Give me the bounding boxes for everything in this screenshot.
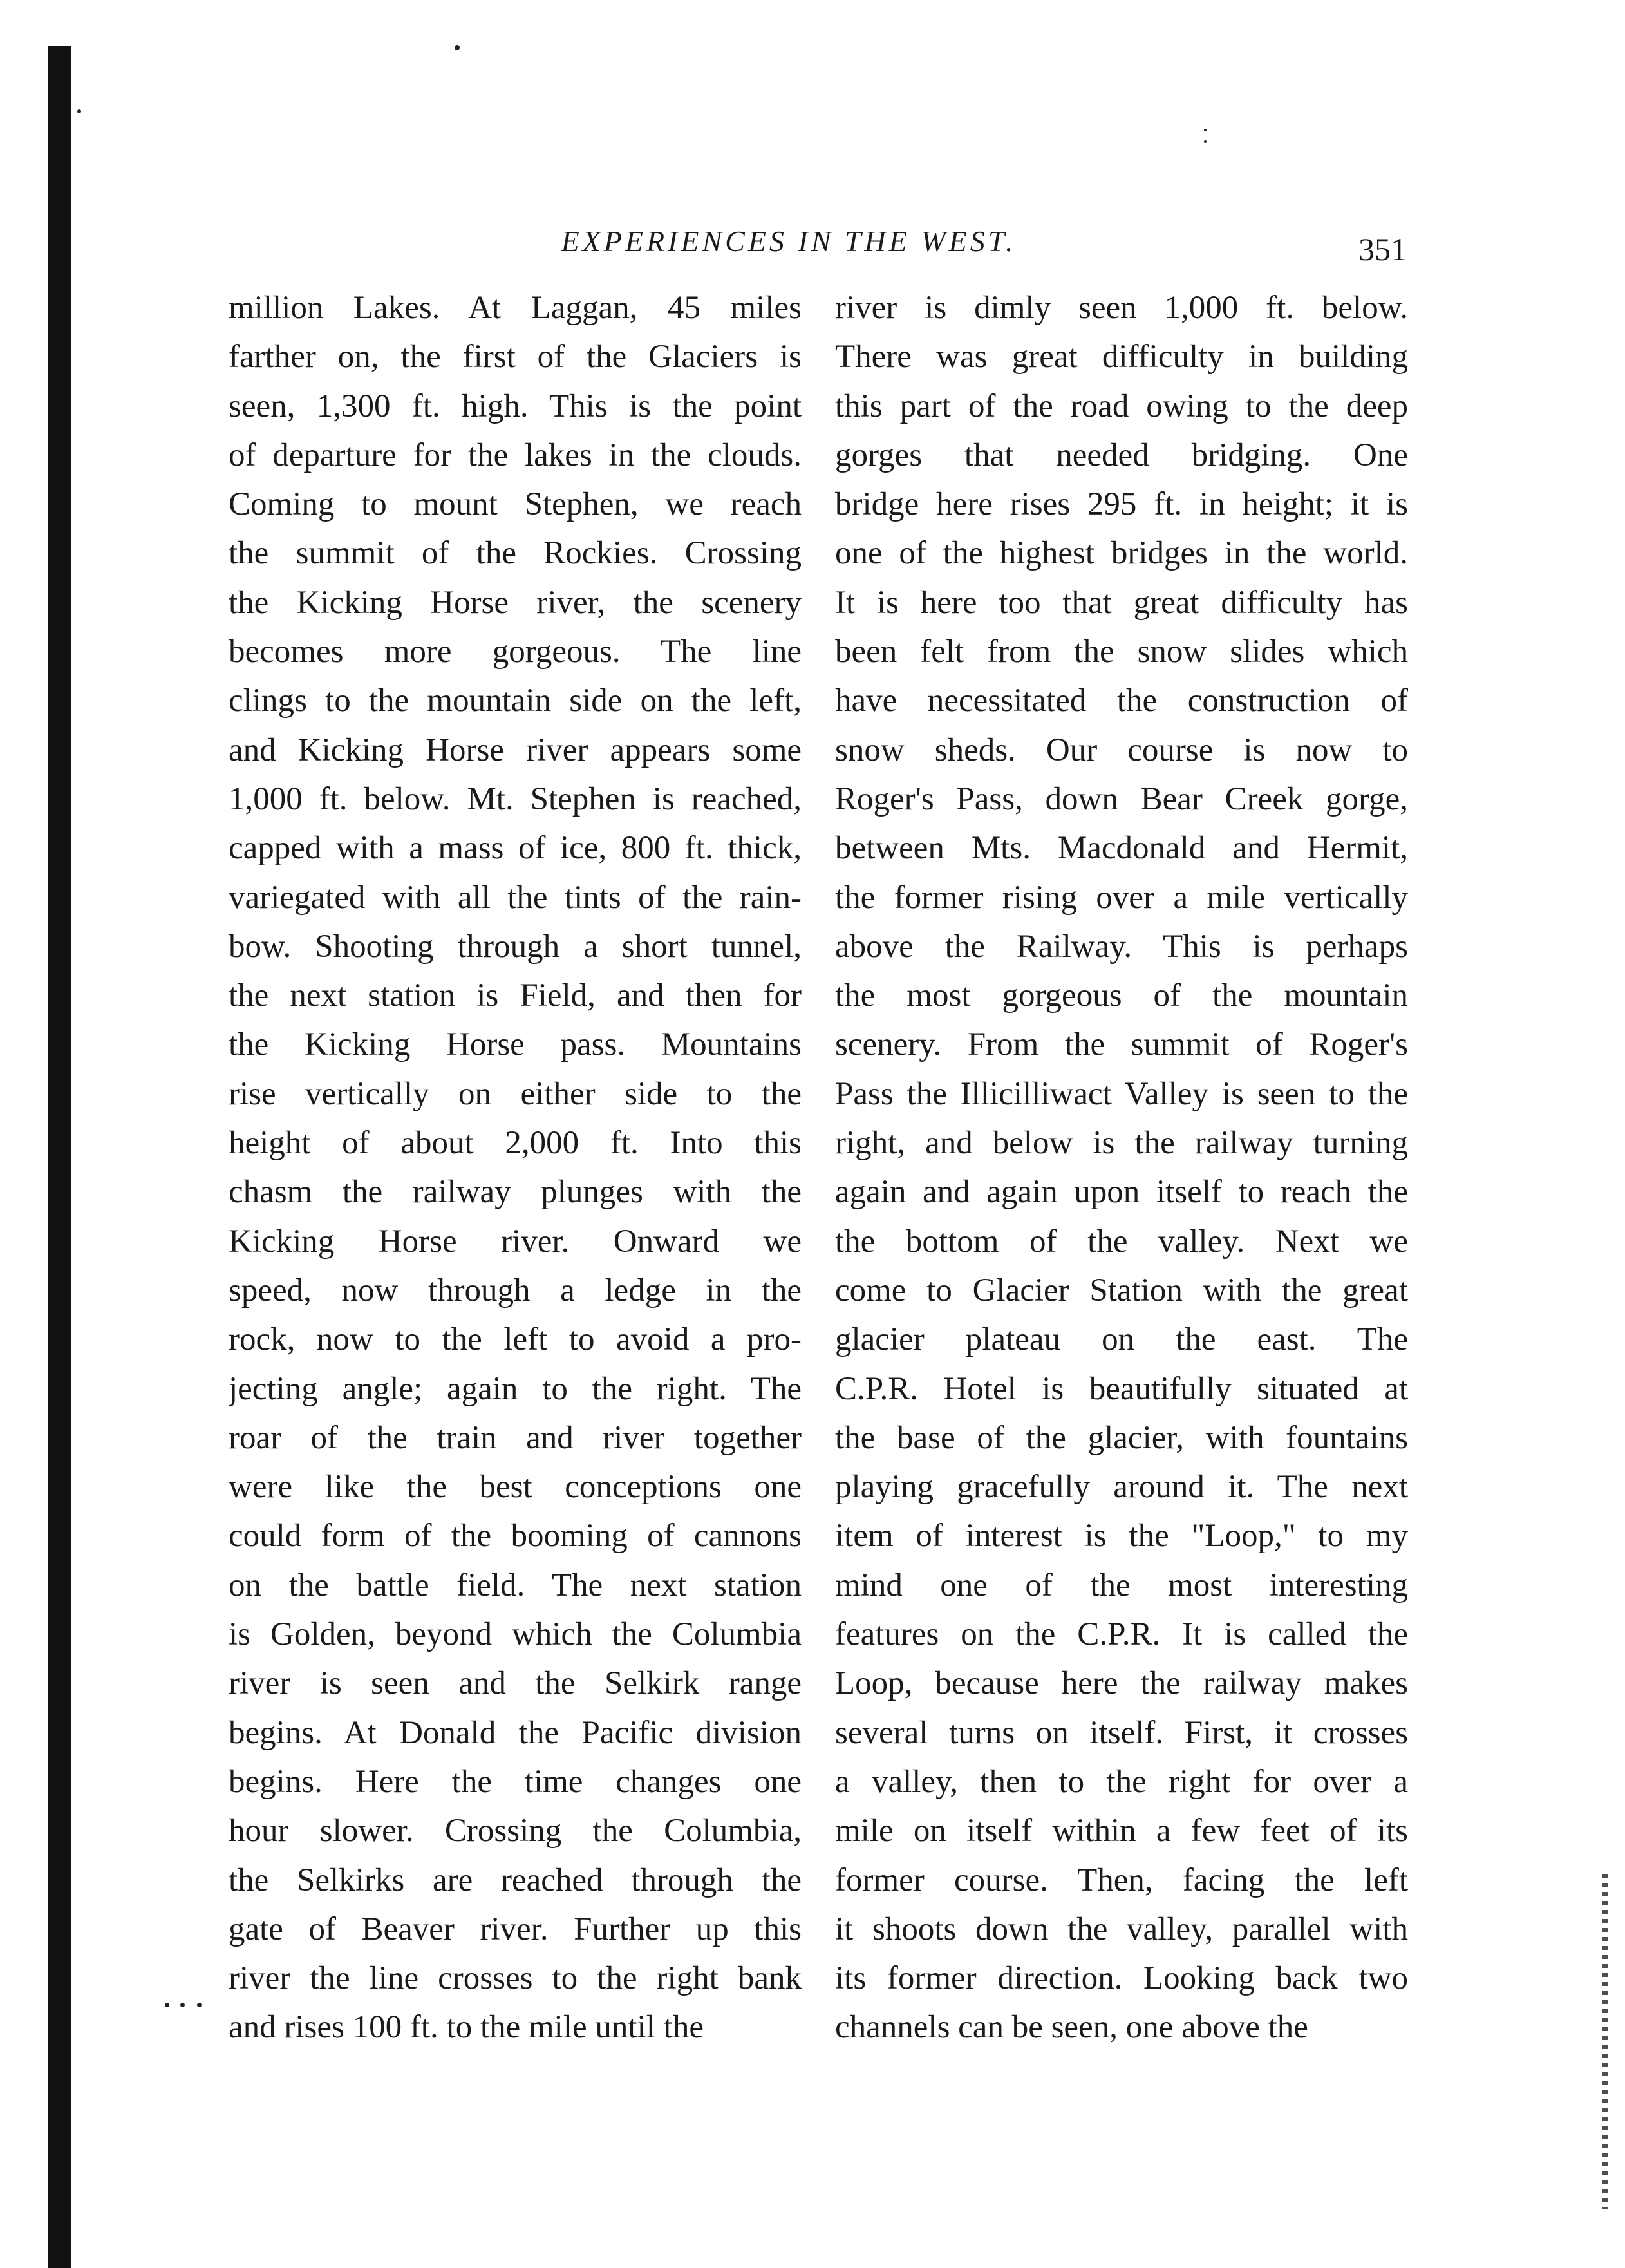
text-line: this part of the road owing to the deep [835,388,1408,424]
text-line: begins. At Donald the Pacific division [229,1714,802,1751]
text-line: farther on, the first of the Glaciers is [229,339,802,375]
text-line: right, and below is the railway turning [835,1125,1408,1162]
text-line: million Lakes. At Laggan, 45 miles [229,290,802,326]
text-line: a valley, then to the right for over a [835,1763,1408,1800]
text-line: river the line crosses to the right bank [229,1960,802,1997]
ink-speck [180,2003,185,2007]
ink-speck [1204,140,1207,143]
text-line: the most gorgeous of the mountain [835,978,1408,1014]
text-line: scenery. From the summit of Roger's [835,1026,1408,1063]
text-line: height of about 2,000 ft. Into this [229,1125,802,1162]
running-title: EXPERIENCES IN THE WEST. [561,225,1017,258]
text-line: the next station is Field, and then for [229,978,802,1014]
text-line: Loop, because here the railway makes [835,1665,1408,1702]
text-line: it shoots down the valley, parallel with [835,1911,1408,1947]
text-line: above the Railway. This is perhaps [835,928,1408,965]
text-line: between Mts. Macdonald and Hermit, [835,830,1408,867]
text-line: item of interest is the "Loop," to my [835,1518,1408,1555]
text-line: and Kicking Horse river appears some [229,732,802,768]
text-line: channels can be seen, one above the [835,2009,1308,2046]
text-line: several turns on itself. First, it crosses [835,1714,1408,1751]
page-number: 351 [1358,231,1407,267]
text-line: hour slower. Crossing the Columbia, [229,1813,802,1849]
text-line: the summit of the Rockies. Crossing [229,535,802,572]
scan-edge-marks [1602,1874,1608,2209]
text-line: features on the C.P.R. It is called the [835,1616,1408,1653]
text-line: C.P.R. Hotel is beautifully situated at [835,1370,1408,1407]
text-line: come to Glacier Station with the great [835,1272,1408,1309]
text-line: former course. Then, facing the left [835,1862,1408,1898]
text-line: river is seen and the Selkirk range [229,1665,802,1702]
text-line: mile on itself within a few feet of its [835,1813,1408,1849]
text-line: roar of the train and river together [229,1419,802,1456]
text-line: capped with a mass of ice, 800 ft. thick, [229,830,802,867]
text-line: could form of the booming of cannons [229,1518,802,1555]
text-line: river is dimly seen 1,000 ft. below. [835,290,1408,326]
text-line: gate of Beaver river. Further up this [229,1911,802,1947]
text-line: begins. Here the time changes one [229,1763,802,1800]
text-line: playing gracefully around it. The next [835,1469,1408,1506]
text-line: again and again upon itself to reach the [835,1174,1408,1211]
text-line: on the battle field. The next station [229,1567,802,1603]
text-line: bow. Shooting through a short tunnel, [229,928,802,965]
binding-edge [48,46,71,2268]
text-line: speed, now through a ledge in the [229,1272,802,1309]
text-line: It is here too that great difficulty has [835,584,1408,621]
text-line: Pass the Illicilliwact Valley is seen to the [835,1075,1408,1112]
text-line: one of the highest bridges in the world. [835,535,1408,572]
ink-speck [77,109,81,113]
text-line: been felt from the snow slides which [835,634,1408,670]
text-line: bridge here rises 295 ft. in height; it is [835,486,1408,523]
right-text-column [835,283,1408,2052]
text-line: 1,000 ft. below. Mt. Stephen is reached, [229,780,802,817]
text-line: its former direction. Looking back two [835,1960,1408,1997]
text-line: the Kicking Horse river, the scenery [229,584,802,621]
text-line: the bottom of the valley. Next we [835,1223,1408,1260]
text-line: and rises 100 ft. to the mile until the [229,2009,704,2046]
text-line: glacier plateau on the east. The [835,1321,1408,1358]
text-line: Coming to mount Stephen, we reach [229,486,802,523]
ink-speck [197,2003,202,2007]
text-line: clings to the mountain side on the left, [229,683,802,719]
text-line: were like the best conceptions one [229,1469,802,1506]
text-line: seen, 1,300 ft. high. This is the point [229,388,802,424]
text-line: variegated with all the tints of the rain- [229,879,802,916]
text-line: chasm the railway plunges with the [229,1174,802,1211]
text-line: of departure for the lakes in the clouds. [229,437,802,473]
left-text-column [229,283,802,2052]
text-line: jecting angle; again to the right. The [229,1370,802,1407]
text-line: There was great difficulty in building [835,339,1408,375]
text-line: becomes more gorgeous. The line [229,634,802,670]
text-line: Kicking Horse river. Onward we [229,1223,802,1260]
text-line: the base of the glacier, with fountains [835,1419,1408,1456]
ink-speck [1204,129,1207,131]
text-line: the Selkirks are reached through the [229,1862,802,1898]
text-line: the Kicking Horse pass. Mountains [229,1026,802,1063]
text-line: the former rising over a mile vertically [835,879,1408,916]
text-line: snow sheds. Our course is now to [835,732,1408,768]
text-line: mind one of the most interesting [835,1567,1408,1603]
text-line: rock, now to the left to avoid a pro- [229,1321,802,1358]
text-line: gorges that needed bridging. One [835,437,1408,473]
text-line: have necessitated the construction of [835,683,1408,719]
text-line: is Golden, beyond which the Columbia [229,1616,802,1653]
ink-speck [165,2003,169,2007]
text-line: Roger's Pass, down Bear Creek gorge, [835,780,1408,817]
text-line: rise vertically on either side to the [229,1075,802,1112]
ink-speck [455,45,460,50]
